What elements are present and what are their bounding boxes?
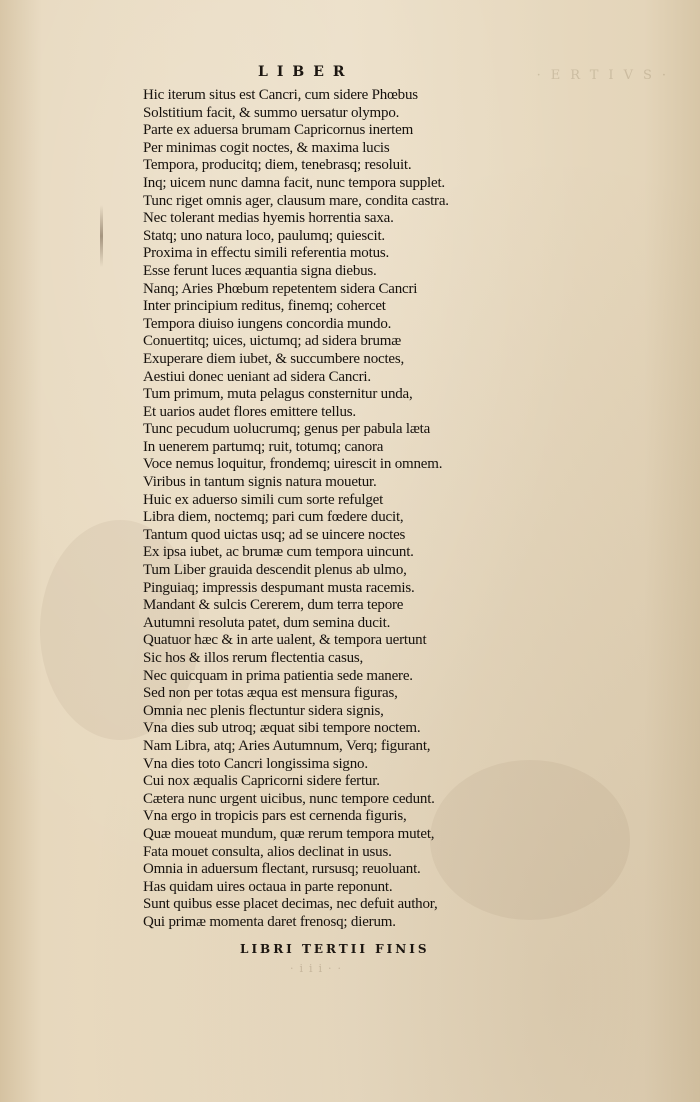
verse-line: Hic iterum situs est Cancri, cum sidere Phœbus — [143, 87, 418, 103]
verse-line: Tempora diuiso iungens concordia mundo. — [143, 315, 392, 332]
verse-line: Mandant & sulcis Cererem, dum terra tepore — [143, 597, 404, 614]
verse-line: Aestiui donec ueniant ad sidera Cancri. — [143, 368, 371, 385]
verse-line: Parte ex aduersa brumam Capricornus inertem — [143, 122, 414, 139]
verse-line: Vna dies toto Cancri longissima signo. — [143, 755, 368, 772]
verse-line: Proxima in effectu simili referentia motus. — [143, 245, 390, 262]
verse-line: Autumni resoluta patet, dum semina ducit. — [143, 614, 391, 631]
verse-line: Omnia in aduersum flectant, rursusq; reuoluant. — [143, 861, 421, 878]
verse-line: Solstitium facit, & summo uersatur olympo. — [143, 104, 400, 121]
verse-line: Vna dies sub utroq; æquat sibi tempore noctem. — [143, 720, 421, 737]
verse-line: Sed non per totas æqua est mensura figuras, — [143, 685, 398, 702]
verse-line: Vna ergo in tropicis pars est cernenda figuris, — [143, 808, 407, 825]
verse-line: Statq; uno natura loco, paulumq; quiescit. — [143, 227, 385, 244]
page-crease — [100, 205, 103, 267]
verse-line: Has quidam uires octaua in parte reponunt. — [143, 878, 393, 895]
verse-line: Nanq; Aries Phœbum repetentem sidera Cancri — [143, 280, 418, 297]
show-through-header: ·ERTIVS· — [536, 68, 676, 83]
verse-line: Huic ex aduerso simili cum sorte refulget — [143, 491, 384, 508]
verse-line: Nec quicquam in prima patientia sede manere. — [143, 667, 413, 684]
verse-line: Tum Liber grauida descendit plenus ab ulmo, — [143, 562, 407, 579]
verse-line: Esse ferunt luces æquantia signa diebus. — [143, 262, 377, 279]
verse-line: Conuertitq; uices, uictumq; ad sidera brumæ — [143, 333, 402, 350]
verse-line: Exuperare diem iubet, & succumbere noctes, — [143, 350, 405, 367]
verse-line: Ex ipsa iubet, ac brumæ cum tempora uincunt. — [143, 544, 414, 561]
verse-line: Inter principium reditus, finemq; cohercet — [143, 298, 386, 315]
verse-line: Nam Libra, atq; Aries Autumnum, Verq; figurant, — [143, 737, 431, 754]
verse-line: Voce nemus loquitur, frondemq; uirescit in omnem. — [143, 456, 443, 473]
verse-line: Pinguiaq; impressis despumant musta racemis. — [143, 579, 415, 596]
verse-line: Nec tolerant medias hyemis horrentia saxa. — [143, 210, 394, 227]
verse-line: Fata mouet consulta, alios declinat in usus. — [143, 843, 392, 860]
verse-line: Sunt quibus esse placet decimas, nec defuit author, — [143, 896, 438, 913]
verse-line: Tantum quod uictas usq; ad se uincere noctes — [143, 526, 406, 543]
verse-line: Quæ moueat mundum, quæ rerum tempora mutet, — [143, 825, 435, 842]
verse-line: Quatuor hæc & in arte ualent, & tempora uertunt — [143, 632, 427, 649]
verse-line: Tum primum, muta pelagus consternitur unda, — [143, 386, 413, 403]
verse-line: Viribus in tantum signis natura mouetur. — [143, 474, 377, 491]
verse-line: Qui primæ momenta daret frenosq; dierum. — [143, 913, 396, 930]
verse-line: Tunc riget omnis ager, clausum mare, condita castra. — [143, 192, 449, 209]
verse-line: Sic hos & illos rerum flectentia casus, — [143, 650, 364, 666]
verse-line: Omnia nec plenis flectuntur sidera signis, — [143, 702, 384, 719]
verse-line: Inq; uicem nunc damna facit, nunc tempora supplet. — [143, 174, 445, 191]
show-through-marks: ·iii·· — [290, 962, 348, 975]
paper-stain — [430, 760, 630, 920]
verse-list — [143, 87, 449, 932]
verse-line: Et uarios audet flores emittere tellus. — [143, 403, 356, 420]
verse-line: Per minimas cogit noctes, & maxima lucis — [143, 139, 390, 156]
verse-line: Libra diem, noctemq; pari cum fœdere ducit, — [143, 509, 404, 526]
verse-line: Tempora, producitq; diem, tenebrasq; resoluit. — [143, 157, 412, 174]
book-end-colophon: LIBRI TERTII FINIS — [240, 942, 430, 956]
verse-line: Tunc pecudum uolucrumq; genus per pabula læta — [143, 421, 431, 438]
verse-line: Cui nox æqualis Capricorni sidere fertur. — [143, 773, 380, 790]
running-head: LIBER — [258, 64, 354, 80]
verse-line: In uenerem partumq; ruit, totumq; canora — [143, 438, 384, 455]
verse-line: Cætera nunc urgent uicibus, nunc tempore cedunt. — [143, 790, 435, 807]
